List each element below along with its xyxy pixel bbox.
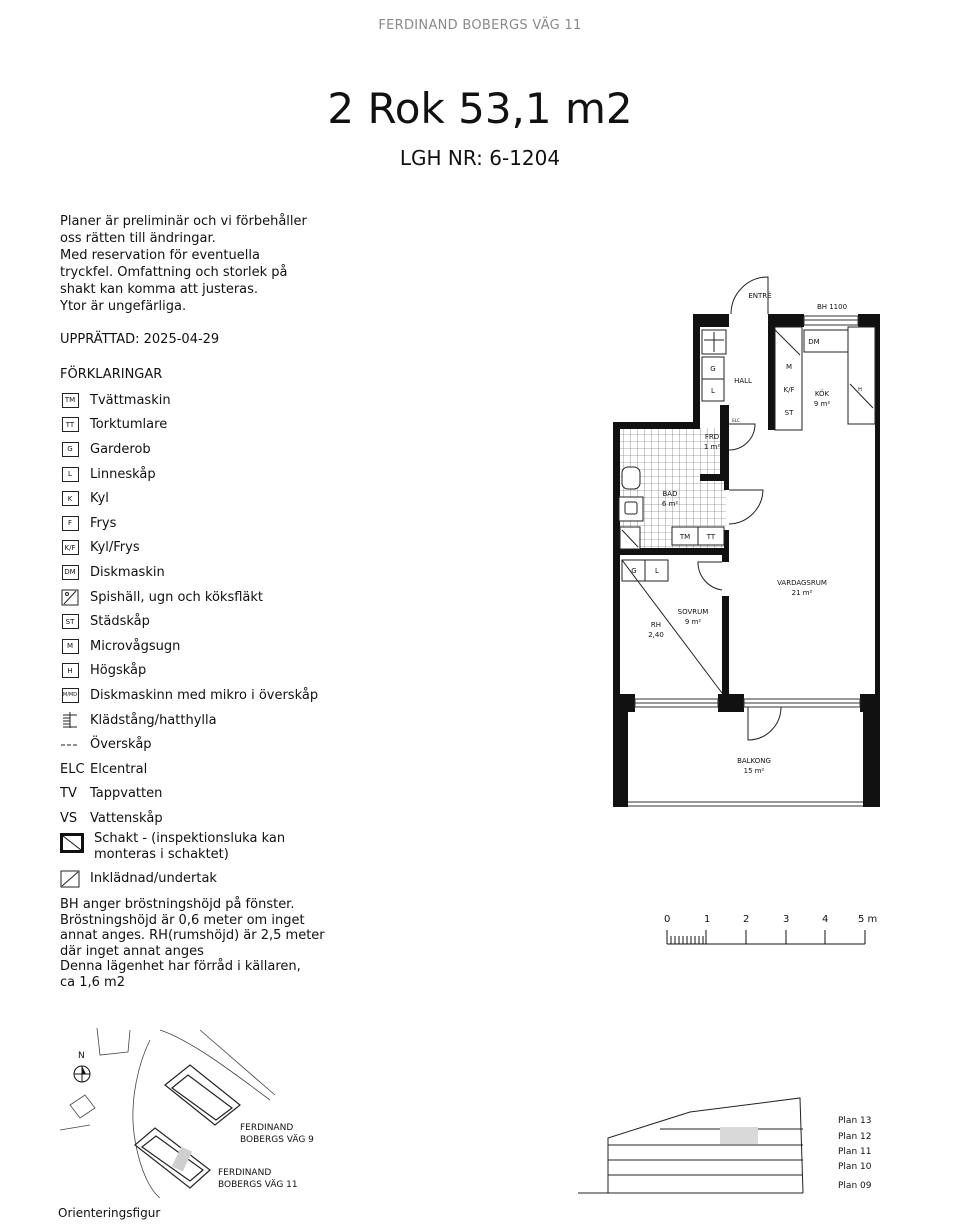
fixture-elc: ELC: [732, 418, 740, 423]
legend-label: Diskmaskin: [90, 564, 165, 580]
legend-item: [60, 683, 350, 708]
note-line: annat anges. RH(rumshöjd) är 2,5 meter: [60, 928, 325, 943]
legend-code: TV: [60, 786, 77, 802]
created-date: UPPRÄTTAD: 2025-04-29: [60, 332, 220, 347]
legend-item: [60, 560, 350, 585]
bedroom-wardrobe: [622, 560, 722, 693]
fixture-l-bedroom: L: [655, 567, 659, 575]
legend-item: [60, 609, 350, 634]
disclaimer-text: [60, 213, 320, 315]
legend-label: Torktumlare: [90, 417, 168, 433]
legend-code: F: [62, 516, 79, 531]
north-label: N: [78, 1051, 85, 1061]
legend-label: Tvättmaskin: [90, 392, 171, 408]
frd-area: 1 m²: [703, 443, 721, 451]
legend-code: K/F: [62, 540, 79, 555]
fixture-m: M: [785, 363, 793, 371]
legend-label: Schakt - (inspektionsluka kan monteras i schaktet): [94, 830, 286, 862]
entry-label: ENTRÉ: [748, 292, 772, 300]
legend-code: TM: [62, 393, 79, 408]
balcony-area: 15 m²: [743, 767, 765, 775]
legend-label: Överskåp: [90, 737, 152, 753]
hall-label: HALL: [734, 377, 752, 385]
fixture-tt: TT: [706, 533, 716, 541]
level-label: Plan 13: [838, 1116, 872, 1126]
legend-item: [60, 437, 350, 462]
legend-code: ST: [62, 614, 79, 629]
legend-label: Microvågsugn: [90, 638, 181, 654]
notes: [60, 897, 325, 990]
note-line: där inget annat anges: [60, 943, 204, 959]
fixture-dm: DM: [808, 338, 820, 346]
legend-item: [60, 413, 350, 438]
north-arrow-icon: [74, 1066, 90, 1082]
dashed-line-icon: [60, 736, 80, 753]
note-line: ca 1,6 m2: [60, 974, 125, 990]
disclaimer-line: tryckfel. Omfattning och storlek på: [60, 265, 288, 280]
fixture-l: L: [711, 387, 715, 395]
legend-code: ELC: [60, 761, 85, 777]
level-label: Plan 10: [838, 1162, 872, 1172]
legend-item: [60, 732, 350, 757]
scale-tick-label: 4: [822, 914, 829, 925]
legend-item: [60, 757, 350, 782]
legend-label: Kyl: [90, 491, 109, 507]
note-line: Bröstningshöjd är 0,6 meter om inget: [60, 912, 305, 928]
floor-plan: [600, 275, 900, 815]
fixture-h: H: [858, 387, 862, 393]
orientation-figure: [55, 1020, 345, 1200]
frd-label: FRD: [704, 433, 720, 441]
legend-code: TT: [62, 417, 79, 432]
legend-item: [60, 536, 350, 561]
legend-code: L: [62, 467, 79, 482]
legend-code: G: [62, 442, 79, 457]
legend-item: [60, 708, 350, 733]
legend-code: H: [62, 663, 79, 678]
disclaimer-line: shakt kan komma att justeras.: [60, 282, 259, 297]
legend-item: [60, 585, 350, 610]
legend-label: Inklädnad/undertak: [90, 871, 217, 887]
building-11-label: FERDINAND: [218, 1168, 272, 1178]
legend-item: [60, 659, 350, 684]
rh-value: 2,40: [648, 631, 664, 639]
legend-code: M: [62, 639, 79, 654]
scale-ticks: [667, 930, 865, 944]
scale-tick-label: 0: [664, 914, 671, 925]
legend-label: Garderob: [90, 441, 151, 457]
note-line: Denna lägenhet har förråd i källaren,: [60, 959, 301, 974]
legend-item: [60, 388, 350, 413]
note-line: BH anger bröstningshöjd på fönster.: [60, 897, 295, 912]
section-lines: [578, 1098, 803, 1193]
legend-label: Högskåp: [90, 663, 147, 679]
scale-tick-label: 2: [743, 914, 750, 925]
legend-label: Frys: [90, 515, 117, 531]
legend-label: Klädstång/hatthylla: [90, 712, 217, 728]
apartment-title: 2 Rok 53,1 m2: [327, 84, 633, 133]
window-height-label: BH 1100: [816, 303, 848, 311]
level-label: Plan 12: [838, 1132, 872, 1142]
stove-icon: [60, 589, 80, 606]
legend-item: [60, 782, 350, 807]
fixture-kf: K/F: [783, 386, 795, 394]
level-section: [575, 1090, 895, 1200]
disclaimer-line: Ytor är ungefärliga.: [60, 299, 187, 314]
legend-item: [60, 634, 350, 659]
lining-icon: [60, 870, 80, 887]
legend-code: DM: [62, 565, 79, 580]
fixture-st: ST: [784, 409, 794, 417]
scale-tick-label: 3: [783, 914, 790, 925]
legend-label: Spishäll, ugn och köksfläkt: [90, 589, 264, 605]
legend-label: Tappvatten: [90, 786, 163, 802]
living-area: 21 m²: [791, 589, 813, 597]
fixture-tm: TM: [679, 533, 691, 541]
disclaimer-line: Med reservation för eventuella: [60, 248, 260, 263]
legend: [60, 388, 350, 891]
legend-item: [60, 831, 350, 867]
legend-item: [60, 867, 350, 892]
legend-item: [60, 806, 350, 831]
current-level-highlight: [720, 1127, 758, 1144]
disclaimer-line: oss rätten till ändringar.: [60, 231, 216, 246]
orientation-caption: Orienteringsfigur: [58, 1206, 161, 1220]
legend-label: Kyl/Frys: [90, 540, 140, 556]
scale-tick-label: 1: [704, 914, 711, 925]
kitchen-label: KÖK: [814, 390, 830, 398]
living-label: VARDAGSRUM: [777, 579, 827, 587]
apartment-number: LGH NR: 6-1204: [399, 146, 561, 170]
balcony-label: BALKONG: [737, 757, 771, 765]
fixture-g-bedroom: G: [631, 567, 637, 575]
fixture-g: G: [710, 365, 716, 373]
legend-label: Städskåp: [90, 614, 150, 630]
level-label: Plan 09: [838, 1181, 872, 1191]
scale-bar: [655, 910, 895, 955]
legend-item: [60, 462, 350, 487]
legend-code: M/MD: [62, 688, 79, 703]
legend-code: K: [62, 491, 79, 506]
bath-area: 6 m²: [661, 500, 679, 508]
building-11-label: BOBERGS VÄG 11: [218, 1180, 298, 1190]
bedroom-label: SOVRUM: [677, 608, 709, 616]
document-address: FERDINAND BOBERGS VÄG 11: [378, 18, 582, 33]
disclaimer-line: Planer är preliminär och vi förbehåller: [60, 214, 307, 229]
clothes-rail-icon: [60, 712, 80, 729]
building-9-label: FERDINAND: [240, 1123, 294, 1133]
level-label: Plan 11: [838, 1147, 872, 1157]
legend-label: Vattenskåp: [90, 810, 163, 826]
legend-label: Elcentral: [90, 761, 148, 777]
bath-label: BAD: [662, 490, 678, 498]
shaft-icon: [60, 833, 84, 853]
legend-label: Diskmaskinn med mikro i överskåp: [90, 687, 319, 703]
rh-label: RH: [650, 621, 662, 629]
legend-label: Linneskåp: [90, 466, 156, 482]
legend-item: [60, 486, 350, 511]
legend-title: FÖRKLARINGAR: [60, 367, 163, 382]
scale-tick-label: 5 m: [858, 914, 878, 925]
kitchen-area: 9 m²: [813, 400, 831, 408]
bedroom-area: 9 m²: [684, 618, 702, 626]
building-9-label: BOBERGS VÄG 9: [240, 1135, 314, 1145]
legend-item: [60, 511, 350, 536]
legend-code: VS: [60, 810, 78, 826]
